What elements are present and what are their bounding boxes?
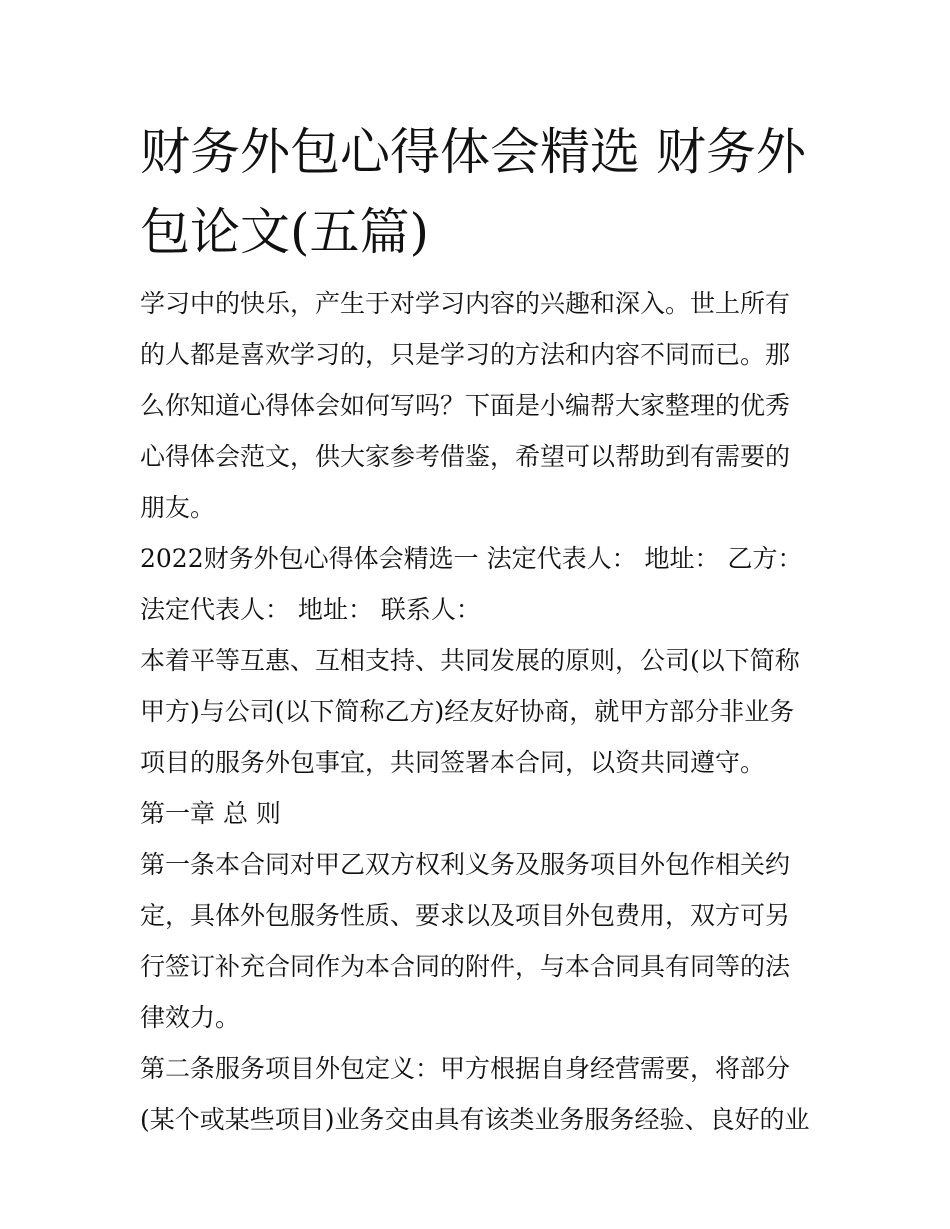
document-title: 财务外包心得体会精选 财务外包论文(五篇) xyxy=(140,123,806,261)
intro-paragraph: 学习中的快乐，产生于对学习内容的兴趣和深入。世上所有的人都是喜欢学习的，只是学习的方法和内容不同而已。那么你知道心得体会如何写吗？下面是小编帮大家整理的优秀心得体会范文，供大家参考借鉴，希望可以帮助到有需要的朋友。 xyxy=(140,289,791,522)
principle-paragraph: 本着平等互惠、互相支持、共同发展的原则，公司(以下简称甲方)与公司(以下简称乙方)经友好协商，就甲方部分非业务项目的服务外包事宜，共同签署本合同，以资共同遵守。 xyxy=(140,646,800,777)
article-one-paragraph: 第一条本合同对甲乙双方权利义务及服务项目外包作相关约定，具体外包服务性质、要求以及项目外包费用，双方可另行签订补充合同作为本合同的附件，与本合同具有同等的法律效力。 xyxy=(140,850,791,1032)
chapter-heading: 第一章 总 则 xyxy=(140,799,281,828)
document-page xyxy=(140,112,812,1145)
parties-paragraph: 2022财务外包心得体会精选一 法定代表人： 地址： 乙方：法定代表人： 地址： 联系人： xyxy=(140,544,803,624)
article-two-paragraph: 第二条服务项目外包定义：甲方根据自身经营需要，将部分(某个或某些项目)业务交由具有该类业务服务经验、良好的业 xyxy=(140,1054,810,1134)
